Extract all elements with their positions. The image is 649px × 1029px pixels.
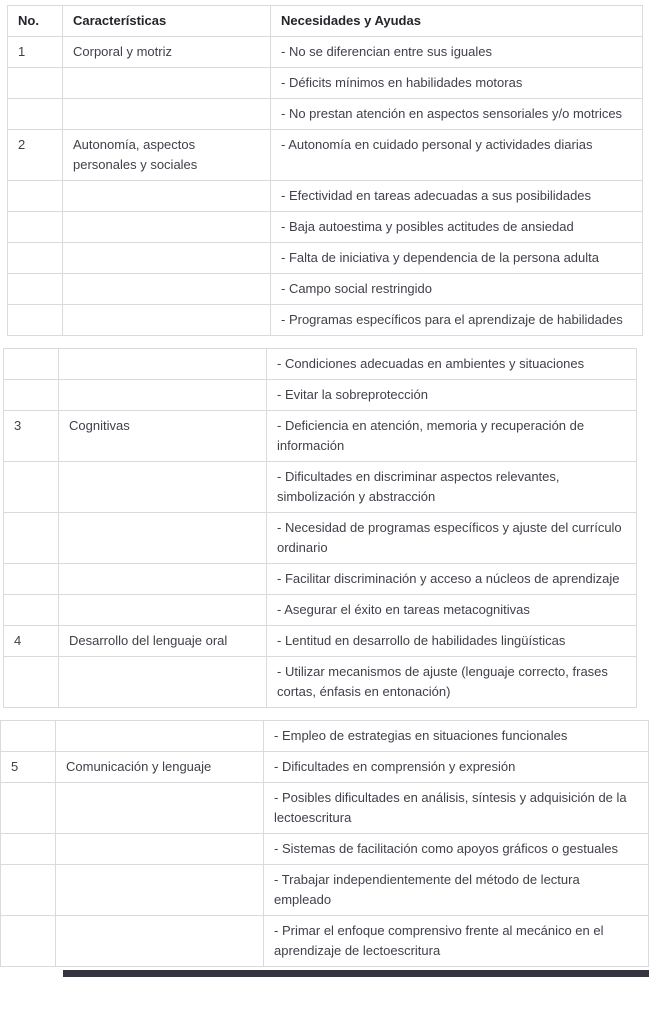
cell-caracteristica xyxy=(59,513,267,564)
table-body xyxy=(1,721,649,967)
column-header-caracteristica: Características xyxy=(63,6,271,37)
cell-no xyxy=(8,68,63,99)
table-row xyxy=(4,513,637,564)
cell-necesidad: - Posibles dificultades en análisis, síntesis y adquisición de la lectoescritura xyxy=(264,783,649,834)
table-segment-2 xyxy=(3,348,637,708)
table-row xyxy=(8,212,643,243)
cell-necesidad: - Condiciones adecuadas en ambientes y situaciones xyxy=(267,349,637,380)
cell-caracteristica: Corporal y motriz xyxy=(63,37,271,68)
cell-caracteristica xyxy=(56,834,264,865)
table-row xyxy=(1,916,649,967)
cell-no: 2 xyxy=(8,130,63,181)
table-row xyxy=(1,752,649,783)
cell-caracteristica xyxy=(56,721,264,752)
table-row xyxy=(4,595,637,626)
table-row xyxy=(8,130,643,181)
cell-no xyxy=(4,564,59,595)
table-row xyxy=(8,274,643,305)
table-body xyxy=(4,349,637,708)
table-body xyxy=(8,6,643,336)
cell-no xyxy=(4,657,59,708)
cell-necesidad: - No se diferencian entre sus iguales xyxy=(271,37,643,68)
cell-no xyxy=(8,305,63,336)
header-row xyxy=(8,6,643,37)
cell-necesidad: - Dificultades en comprensión y expresión xyxy=(264,752,649,783)
cell-necesidad: - Trabajar independientemente del método de lectura empleado xyxy=(264,865,649,916)
table-row xyxy=(8,99,643,130)
cell-necesidad: - Facilitar discriminación y acceso a núcleos de aprendizaje xyxy=(267,564,637,595)
table-row xyxy=(4,349,637,380)
cell-necesidad: - No prestan atención en aspectos sensoriales y/o motrices xyxy=(271,99,643,130)
table-row xyxy=(1,865,649,916)
cell-caracteristica: Comunicación y lenguaje xyxy=(56,752,264,783)
cell-caracteristica: Desarrollo del lenguaje oral xyxy=(59,626,267,657)
column-header-necesidad: Necesidades y Ayudas xyxy=(271,6,643,37)
cell-caracteristica xyxy=(63,305,271,336)
cell-necesidad: - Necesidad de programas específicos y ajuste del currículo ordinario xyxy=(267,513,637,564)
table-row xyxy=(8,305,643,336)
cell-caracteristica xyxy=(59,595,267,626)
cell-no: 4 xyxy=(4,626,59,657)
cell-necesidad: - Falta de iniciativa y dependencia de la persona adulta xyxy=(271,243,643,274)
cell-no xyxy=(1,721,56,752)
cell-caracteristica xyxy=(59,657,267,708)
cell-no xyxy=(8,181,63,212)
cell-caracteristica xyxy=(59,380,267,411)
cell-necesidad: - Baja autoestima y posibles actitudes de ansiedad xyxy=(271,212,643,243)
table-row xyxy=(4,411,637,462)
table-row xyxy=(4,564,637,595)
cell-caracteristica xyxy=(63,243,271,274)
table-row xyxy=(4,380,637,411)
cell-necesidad: - Efectividad en tareas adecuadas a sus posibilidades xyxy=(271,181,643,212)
cell-caracteristica xyxy=(59,349,267,380)
cell-necesidad: - Deficiencia en atención, memoria y recuperación de información xyxy=(267,411,637,462)
table-row xyxy=(1,783,649,834)
cell-no xyxy=(4,462,59,513)
partial-next-element-bar xyxy=(63,970,649,977)
cell-no xyxy=(8,99,63,130)
cell-necesidad: - Autonomía en cuidado personal y actividades diarias xyxy=(271,130,643,181)
table-row xyxy=(1,834,649,865)
cell-necesidad: - Sistemas de facilitación como apoyos gráficos o gestuales xyxy=(264,834,649,865)
cell-necesidad: - Evitar la sobreprotección xyxy=(267,380,637,411)
cell-caracteristica xyxy=(56,783,264,834)
cell-caracteristica: Autonomía, aspectos personales y sociales xyxy=(63,130,271,181)
cell-no xyxy=(1,916,56,967)
table-row xyxy=(8,68,643,99)
cell-necesidad: - Campo social restringido xyxy=(271,274,643,305)
cell-no: 1 xyxy=(8,37,63,68)
table-row xyxy=(4,626,637,657)
table-row xyxy=(1,721,649,752)
cell-no xyxy=(8,243,63,274)
cell-necesidad: - Utilizar mecanismos de ajuste (lenguaje correcto, frases cortas, énfasis en entonación) xyxy=(267,657,637,708)
cell-necesidad: - Déficits mínimos en habilidades motoras xyxy=(271,68,643,99)
table-segment-1 xyxy=(7,5,643,336)
cell-caracteristica xyxy=(63,181,271,212)
cell-caracteristica xyxy=(63,212,271,243)
cell-necesidad: - Asegurar el éxito en tareas metacognitivas xyxy=(267,595,637,626)
cell-no: 5 xyxy=(1,752,56,783)
cell-necesidad: - Dificultades en discriminar aspectos relevantes, simbolización y abstracción xyxy=(267,462,637,513)
cell-no: 3 xyxy=(4,411,59,462)
cell-necesidad: - Empleo de estrategias en situaciones funcionales xyxy=(264,721,649,752)
cell-no xyxy=(1,834,56,865)
cell-no xyxy=(4,349,59,380)
cell-caracteristica xyxy=(56,916,264,967)
table-row xyxy=(8,181,643,212)
table-row xyxy=(4,657,637,708)
table-row xyxy=(4,462,637,513)
table-row xyxy=(8,243,643,274)
cell-caracteristica: Cognitivas xyxy=(59,411,267,462)
cell-caracteristica xyxy=(59,564,267,595)
cell-caracteristica xyxy=(56,865,264,916)
cell-caracteristica xyxy=(63,274,271,305)
cell-necesidad: - Programas específicos para el aprendizaje de habilidades xyxy=(271,305,643,336)
cell-caracteristica xyxy=(59,462,267,513)
cell-no xyxy=(8,212,63,243)
cell-no xyxy=(4,513,59,564)
characteristics-table-page xyxy=(0,5,649,977)
cell-no xyxy=(1,865,56,916)
cell-necesidad: - Primar el enfoque comprensivo frente al mecánico en el aprendizaje de lectoescritura xyxy=(264,916,649,967)
column-header-no: No. xyxy=(8,6,63,37)
cell-caracteristica xyxy=(63,99,271,130)
table-row xyxy=(8,37,643,68)
cell-no xyxy=(1,783,56,834)
cell-no xyxy=(4,595,59,626)
table-segment-3 xyxy=(0,720,649,967)
cell-no xyxy=(8,274,63,305)
cell-caracteristica xyxy=(63,68,271,99)
cell-necesidad: - Lentitud en desarrollo de habilidades lingüísticas xyxy=(267,626,637,657)
cell-no xyxy=(4,380,59,411)
